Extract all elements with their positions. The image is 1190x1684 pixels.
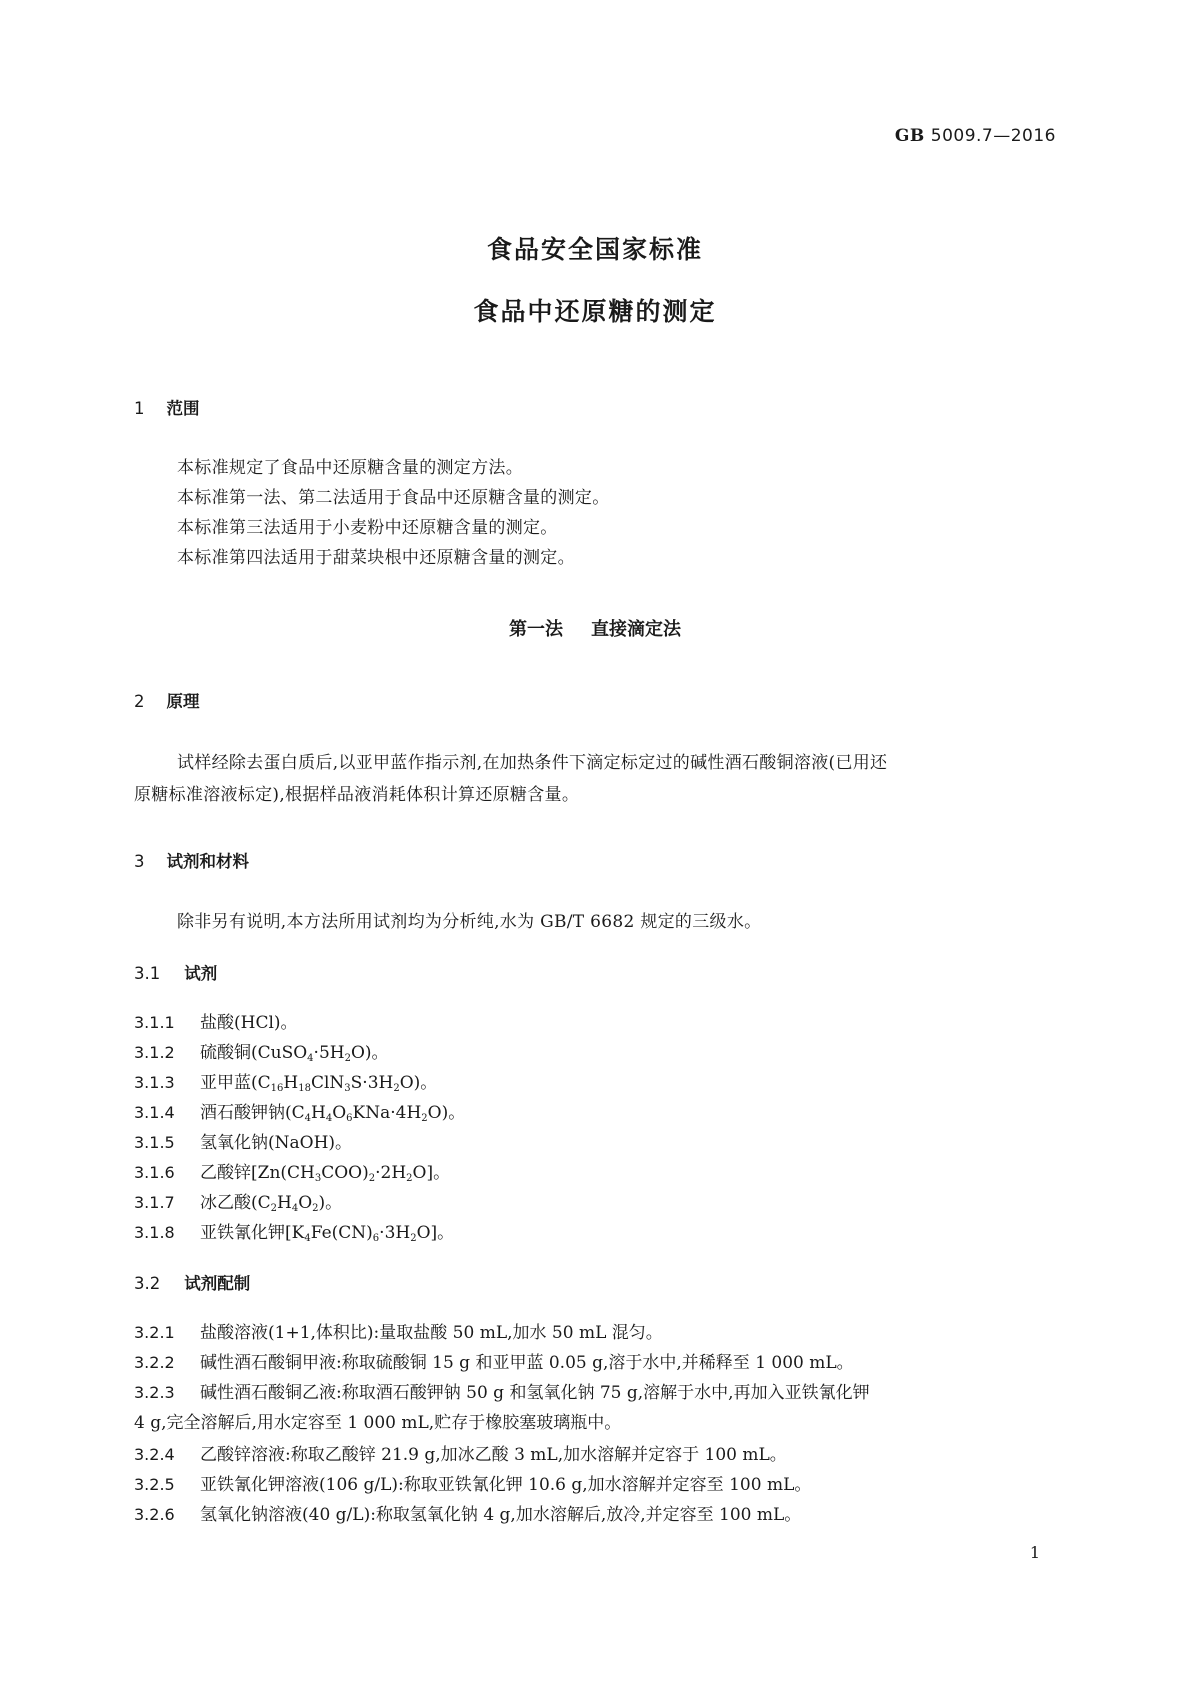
section-title: 试剂配制 [184, 1274, 251, 1293]
preparation-item: 3.2.1 盐酸溶液(1+1,体积比):量取盐酸 50 mL,加水 50 mL 混匀。 [134, 1323, 663, 1343]
reagent-item: 3.1.3 亚甲蓝$(C_{16}H_{18}ClN_3S\cdot 3H_2O)$。 [134, 1073, 438, 1094]
section-title: 范围 [166, 399, 200, 418]
section-number: 3.1 [134, 964, 161, 983]
section-3-2-heading [134, 1270, 250, 1294]
scope-line-2: 本标准第一法、第二法适用于食品中还原糖含量的测定。 [177, 488, 610, 508]
principle-line-2: 原糖标准溶液标定),根据样品液消耗体积计算还原糖含量。 [134, 785, 580, 805]
section-3-heading [134, 848, 249, 872]
scope-line-4: 本标准第四法适用于甜菜块根中还原糖含量的测定。 [177, 548, 575, 568]
reagent-item: 3.1.6 乙酸锌$[Zn(CH_3COO)_2\cdot 2H_2O]$。 [134, 1163, 451, 1184]
preparation-item: 3.2.4 乙酸锌溶液:称取乙酸锌 21.9 g,加冰乙酸 3 mL,加水溶解并定容于 100 mL。 [134, 1445, 787, 1465]
preparation-item: 3.2.6 氢氧化钠溶液(40 g/L):称取氢氧化钠 4 g,加水溶解后,放冷,并定容至 100 mL。 [134, 1505, 802, 1525]
principle-line-1: 试样经除去蛋白质后,以亚甲蓝作指示剂,在加热条件下滴定标定过的碱性酒石酸铜溶液(已用还 [177, 753, 888, 773]
section-number: 3 [134, 852, 145, 871]
page-number: 1 [1029, 1543, 1040, 1562]
method-name: 直接滴定法 [591, 619, 681, 640]
section-3-1-heading [134, 960, 217, 984]
reagent-item: 3.1.1 盐酸(HCl)。 [134, 1013, 298, 1033]
standard-number: 5009.7—2016 [930, 126, 1056, 146]
scope-line-1: 本标准规定了食品中还原糖含量的测定方法。 [177, 458, 523, 478]
section-number: 3.2 [134, 1274, 161, 1293]
reagent-item: 3.1.2 硫酸铜$(CuSO_4\cdot 5H_2O)$。 [134, 1043, 389, 1064]
section-number: 2 [134, 692, 145, 711]
preparation-item-continuation: 4 g,完全溶解后,用水定容至 1 000 mL,贮存于橡胶塞玻璃瓶中。 [134, 1413, 622, 1433]
section-1-heading [134, 395, 200, 419]
reagent-item: 3.1.8 亚铁氰化钾$[K_4Fe(CN)_6\cdot 3H_2O]$。 [134, 1223, 455, 1244]
preparation-item: 3.2.5 亚铁氰化钾溶液(106 g/L):称取亚铁氰化钾 10.6 g,加水溶解并定容至 100 mL。 [134, 1475, 812, 1495]
reagent-item: 3.1.4 酒石酸钾钠$(C_4H_4O_6KNa\cdot 4H_2O)$。 [134, 1103, 466, 1124]
method-label: 第一法 [509, 619, 563, 640]
section-title: 试剂 [184, 964, 218, 983]
method-heading [0, 615, 1190, 641]
standard-prefix: GB [894, 126, 925, 146]
reagent-item: 3.1.5 氢氧化钠(NaOH)。 [134, 1133, 353, 1153]
reagents-intro: 除非另有说明,本方法所用试剂均为分析纯,水为 GB/T 6682 规定的三级水。 [177, 912, 762, 932]
document-subtitle: 食品中还原糖的测定 [473, 297, 717, 326]
standard-code [895, 126, 1056, 146]
reagent-item: 3.1.7 冰乙酸$(C_2H_4O_2)$。 [134, 1193, 343, 1214]
preparation-item: 3.2.2 碱性酒石酸铜甲液:称取硫酸铜 15 g 和亚甲蓝 0.05 g,溶于水中,并稀释至 1 000 mL。 [134, 1353, 854, 1373]
document-title: 食品安全国家标准 [486, 235, 703, 264]
section-2-heading [134, 688, 200, 712]
section-title: 原理 [166, 692, 200, 711]
section-title: 试剂和材料 [166, 852, 249, 871]
section-number: 1 [134, 399, 145, 418]
preparation-item: 3.2.3 碱性酒石酸铜乙液:称取酒石酸钾钠 50 g 和氢氧化钠 75 g,溶解于水中,再加入亚铁氰化钾 [134, 1383, 870, 1403]
scope-line-3: 本标准第三法适用于小麦粉中还原糖含量的测定。 [177, 518, 558, 538]
